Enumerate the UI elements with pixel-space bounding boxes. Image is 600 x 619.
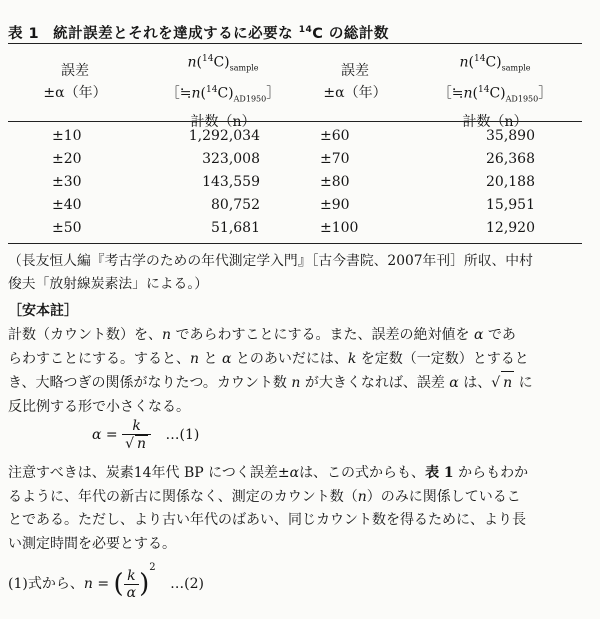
ad1950-sub: AD1950 — [505, 94, 539, 104]
n-symbol: n — [459, 54, 469, 71]
para1-line2 — [8, 348, 588, 372]
table-reference: 表 1 — [425, 465, 454, 481]
text: に — [514, 375, 533, 391]
n-symbol: n — [190, 350, 200, 367]
table-row-err: ±70 — [320, 151, 350, 167]
formula-1 — [92, 418, 199, 452]
exponent: 2 — [149, 562, 156, 573]
text: は、この式からも、 — [299, 465, 426, 481]
para1-line1 — [8, 324, 588, 348]
sqrt-n: n — [501, 371, 514, 396]
title-superscript: 14 — [298, 25, 313, 36]
text: であらわすことにする。また、誤差の絶対値を — [171, 327, 474, 343]
header-error-line1: 誤差 — [61, 63, 89, 79]
header-count-line2: $[≒n(^{14}C)_{AD1950}]$ — [437, 85, 553, 104]
numerator: k — [124, 568, 139, 585]
table-row-err: ±30 — [52, 174, 82, 190]
source-line1: （長友恒人編『考古学のための年代測定学入門』［古今書院、2007年刊］所収、中村 — [8, 253, 533, 269]
table-title — [8, 22, 389, 43]
header-count-line3: 計数（n） — [190, 113, 256, 130]
table-title-text: 統計誤差とそれを達成するに必要な — [53, 26, 299, 42]
n-symbol: n — [191, 86, 201, 103]
text: らわすことにする。すると、 — [8, 350, 190, 367]
header-count-line1: $n(^{14}C)_{sample}$ — [459, 54, 531, 73]
approx-prefix: ［≒ — [437, 86, 464, 103]
note-paragraph-2 — [8, 462, 588, 556]
text: と — [199, 350, 222, 367]
text: るように、年代の新古に関係なく、測定のカウント数（ — [8, 488, 358, 505]
equals-sign: = — [92, 576, 114, 592]
sample-sub: sample — [229, 63, 259, 73]
approx-prefix: ［≒ — [165, 86, 192, 103]
table-row-err: ±80 — [320, 174, 350, 190]
note-heading: ［安本註］ — [8, 303, 78, 319]
fraction — [122, 418, 151, 452]
header-error-right — [300, 60, 410, 104]
alpha-symbol: α — [92, 427, 102, 443]
n-symbol: n — [291, 375, 301, 391]
header-error-line1: 誤差 — [341, 63, 369, 79]
table-row-count: 15,951 — [486, 197, 535, 213]
table-row-count: 323,008 — [202, 151, 260, 167]
n-symbol: n — [162, 327, 172, 343]
header-count-line1: $n(^{14}C)_{sample}$ — [187, 54, 259, 73]
text: であ — [483, 327, 516, 343]
text: き、大略つぎの関係がなりたつ。カウント数 — [8, 375, 292, 391]
table-row-count: 20,188 — [486, 174, 535, 190]
table-row-err: ±50 — [52, 220, 82, 236]
alpha-symbol: α — [289, 465, 300, 481]
table-row-count: 51,681 — [211, 220, 260, 236]
n-symbol: n — [187, 54, 197, 71]
table-row-count: 35,890 — [486, 128, 535, 144]
n-symbol: n — [463, 86, 473, 103]
text: を定数（一定数）とすると — [356, 350, 529, 367]
para2-line3: とである。ただし、より古い年代のばあい、同じカウント数を得るために、より長 — [8, 512, 526, 528]
header-count-line3: 計数（n） — [462, 113, 528, 130]
fraction — [124, 568, 139, 601]
table-bottom-rule — [8, 243, 582, 244]
n-symbol: n — [357, 488, 367, 505]
table-row-err: ±40 — [52, 197, 82, 213]
n-symbol: n — [83, 576, 93, 592]
right-paren: ) — [139, 569, 150, 599]
isotope-sup: 14 — [201, 54, 214, 64]
table-row-err: ±90 — [320, 197, 350, 213]
table-label: 表 1 — [8, 26, 40, 42]
sqrt-n: n — [137, 436, 147, 452]
isotope-sup: 14 — [206, 85, 218, 96]
table-row-err: ±60 — [320, 128, 350, 144]
text: は、 — [458, 375, 492, 391]
left-paren: ( — [113, 569, 124, 599]
para2-line1 — [8, 462, 588, 486]
header-error-left — [20, 60, 130, 104]
denominator: √ n — [125, 436, 147, 452]
carbon-symbol: C) — [489, 86, 506, 103]
table-row-count: 12,920 — [486, 220, 535, 236]
table-row-count: 143,559 — [202, 174, 260, 190]
para1-line4: 反比例する形で小さくなる。 — [8, 398, 190, 415]
note-paragraph-1 — [8, 324, 588, 419]
para2-line2 — [8, 486, 588, 510]
carbon-symbol: C) — [217, 86, 234, 103]
carbon-symbol: C) — [485, 54, 502, 71]
text: ）のみに関係しているこ — [366, 488, 521, 505]
numerator: k — [122, 418, 151, 435]
equation-number: …(1) — [165, 427, 200, 443]
text: が大きくなれば、誤差 — [300, 375, 450, 391]
sample-sub: sample — [501, 63, 531, 73]
table-row-count: 80,752 — [211, 197, 260, 213]
para1-line3: き、大略つぎの関係がなりたつ。カウント数 n が大きくなれば、誤差 α は、√ n に — [8, 371, 588, 396]
text: 注意すべきは、炭素14年代 BP につく誤差± — [8, 465, 290, 481]
ad1950-sub: AD1950 — [233, 94, 267, 104]
text: からもわか — [453, 465, 529, 481]
header-count-line2: $[≒n(^{14}C)_{AD1950}]$ — [165, 85, 281, 104]
isotope-sup: 14 — [478, 85, 490, 96]
header-error-line2: ±α（年） — [43, 85, 107, 101]
equals-sign: = — [101, 427, 123, 443]
k-symbol: k — [347, 350, 357, 367]
source-line2: 俊夫「放射線炭素法」による。） — [8, 276, 209, 292]
isotope-sup: 14 — [473, 54, 486, 64]
approx-suffix: ］ — [266, 86, 281, 103]
table-row-err: ±20 — [52, 151, 82, 167]
denominator: α — [126, 584, 137, 601]
table-header-rule — [8, 121, 582, 122]
table-source — [8, 250, 588, 296]
table-top-rule — [8, 43, 582, 44]
formula-2 — [8, 562, 204, 601]
table-row-count: 1,292,034 — [188, 128, 260, 144]
equation-number: …(2) — [170, 576, 204, 592]
text: (1)式から、 — [8, 576, 84, 592]
approx-suffix: ］ — [538, 86, 553, 103]
table-row-err: ±10 — [52, 128, 82, 144]
text: 計数（カウント数）を、 — [8, 327, 162, 343]
para2-line4: い測定時間を必要とする。 — [8, 535, 176, 552]
alpha-symbol: α — [473, 327, 484, 343]
table-row-err: ±100 — [320, 220, 359, 236]
carbon-symbol: C) — [213, 54, 230, 71]
alpha-symbol: α — [221, 350, 232, 367]
text: とのあいだには、 — [231, 350, 348, 367]
table-row-count: 26,368 — [486, 151, 535, 167]
alpha-symbol: α — [449, 375, 459, 391]
header-error-line2: ±α（年） — [323, 85, 387, 101]
table-title-tail: C の総計数 — [312, 26, 389, 42]
